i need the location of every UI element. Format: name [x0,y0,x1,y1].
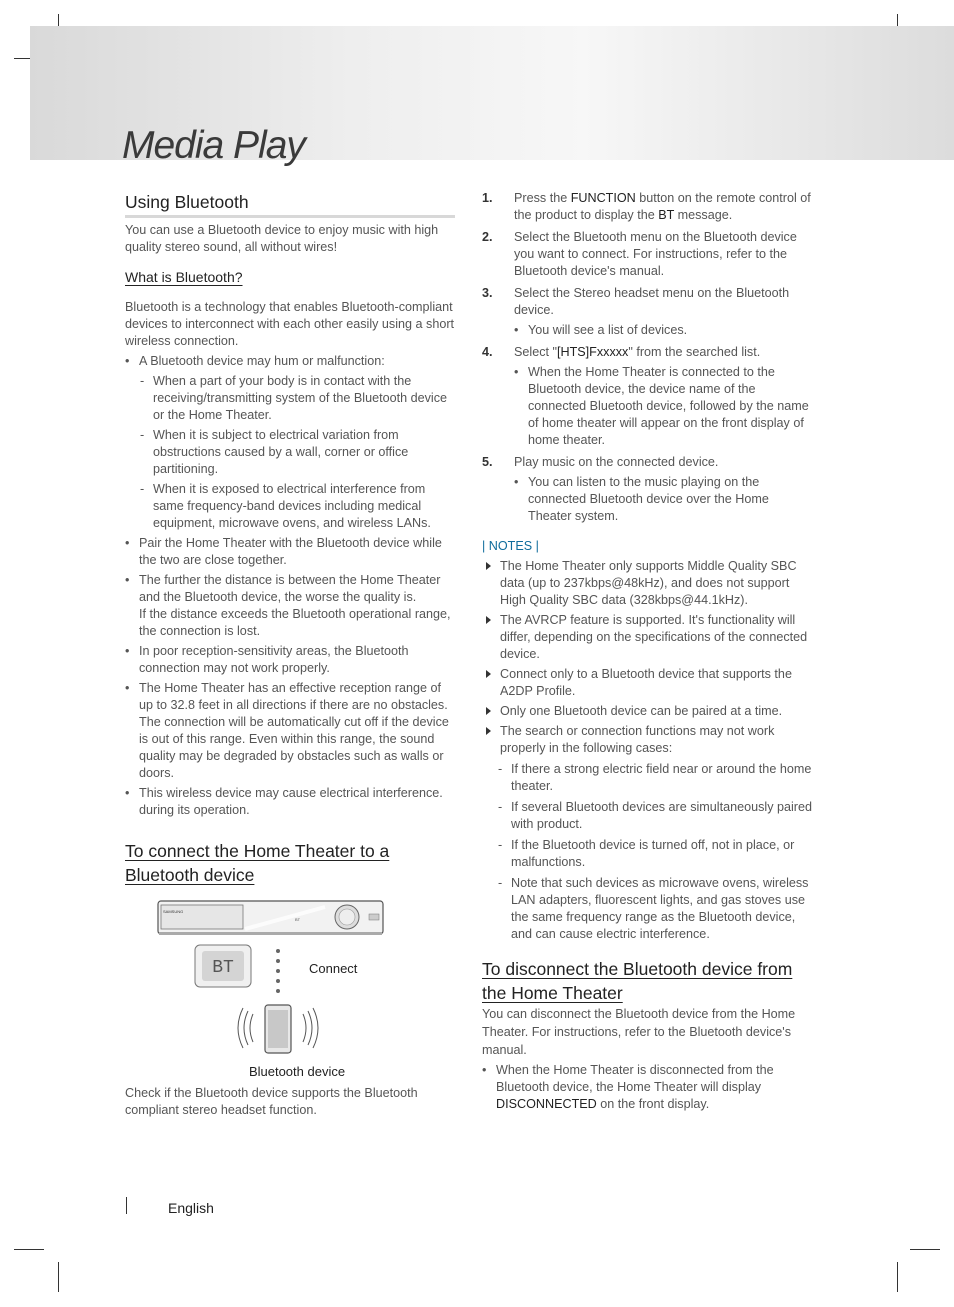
note-subitem: - If the Bluetooth device is turned off, not in place, or malfunctions. [482,837,814,871]
list-item: • This wireless device may cause electrical interference. during its operation. [125,785,455,819]
left-column [125,190,455,1119]
note-item: The search or connection functions may not work properly in the following cases: [482,723,814,757]
subheading-what-is-bluetooth: What is Bluetooth? [125,269,243,285]
step-item [482,190,814,224]
connection-illustration [125,899,455,1079]
step-text: " from the searched list. [628,345,761,359]
heading-line: Bluetooth device [125,865,255,885]
note-item: The AVRCP feature is supported. It's functionality will differ, depending on the specifications of the connected device. [482,612,814,663]
section-heading-disconnect [482,957,814,1005]
step-text: message. [674,208,733,222]
list-item: • In poor reception-sensitivity areas, the Bluetooth connection may not work properly. [125,643,455,677]
list-item-text: If the distance exceeds the Bluetooth operational range, the connection is lost. [139,607,451,638]
step-text: Select " [514,345,557,359]
brand-label: SAMSUNG [163,909,184,914]
bluetooth-phone-icon [238,1005,318,1053]
step-subitem: • When the Home Theater is connected to the Bluetooth device, the device name of the connected Bluetooth device, followed by the name of home theater will appear on the front display of home theater. [482,364,814,449]
crop-mark [910,1249,940,1250]
right-column [482,190,814,1113]
connection-dots-icon [276,949,280,993]
list-item: • The Home Theater has an effective reception range of up to 32.8 feet in all directions if there are no obstacles. The connection will be automatically cut off if the device is out of this range. Even within this range, the sound quality may be degraded by obstacles such as walls or doors. [125,680,455,782]
disconnect-text: You can disconnect the Bluetooth device from the Home Theater. For instructions, refer to the Bluetooth device's manual. [482,1007,796,1057]
step-number: 2. [482,230,493,244]
connection-figure [125,899,455,1079]
intro-text: You can use a Bluetooth device to enjoy music with high quality stereo sound, all without wires! [125,223,439,254]
note-item: The Home Theater only supports Middle Quality SBC data (up to 237kbps@48kHz), and does not support High Quality SBC data (328kbps@44.1kHz). [482,558,814,609]
home-theater-unit-icon [158,901,383,935]
step-subitem: • You can listen to the music playing on the connected Bluetooth device over the Home Theater system. [482,474,814,525]
list-item: - When a part of your body is in contact with the receiving/transmitting system of the Bluetooth device or the Home Theater. [125,373,455,424]
bt-display-icon [195,945,251,987]
connect-note-text: Check if the Bluetooth device supports the Bluetooth compliant stereo headset function. [125,1086,418,1117]
note-subitem: - If several Bluetooth devices are simultaneously paired with product. [482,799,814,833]
step-key-device-name: [HTS]Fxxxxx [556,345,629,359]
notes-label: | NOTES | [482,539,539,553]
step-number: 5. [482,455,493,469]
note-subitem: - If there a strong electric field near or around the home theater. [482,761,814,795]
page-title: Media Play [122,124,305,167]
step-text: button on the remote control of the product to display the [514,191,811,222]
connect-steps-list [482,190,814,525]
note-subitem: - Note that such devices as microwave ovens, wireless LAN adapters, fluorescent lights, and gas stoves use the same frequency range as the Bluetooth device, and can cause electric interference. [482,875,814,943]
footer-language: English [168,1200,214,1216]
list-item-text: The further the distance is between the Home Theater and the Bluetooth device, the worse the quality is. [139,573,441,604]
footer-divider [126,1197,127,1214]
note-item: Only one Bluetooth device can be paired at a time. [482,703,814,720]
list-item: • Pair the Home Theater with the Bluetooth device while the two are close together. [125,535,455,569]
crop-mark [58,1262,59,1292]
heading-line: To disconnect the Bluetooth device from [482,959,793,979]
display-text: BT [212,958,234,978]
section-heading-connect [125,839,455,887]
step-item [482,229,814,280]
step-subitem: • You will see a list of devices. [482,322,814,339]
list-item: - When it is subject to electrical variation from obstructions caused by a wall, corner or office partitioning. [125,427,455,478]
list-item-text: on the front display. [596,1097,710,1111]
disconnect-list [482,1062,814,1113]
step-key-function: FUNCTION [570,191,636,205]
step-item [482,344,814,361]
step-text: Press the [514,191,571,205]
list-item: - When it is exposed to electrical interference from same frequency-band devices including medical equipment, microwave ovens, and wireless LANs. [125,481,455,532]
svg-text:BT: BT [295,917,301,922]
what-is-text: Bluetooth is a technology that enables Bluetooth-compliant devices to interconnect with each other easily using a short wireless connection. [125,300,455,348]
step-number: 3. [482,286,493,300]
note-item: Connect only to a Bluetooth device that supports the A2DP Profile. [482,666,814,700]
crop-mark [897,1262,898,1292]
list-item [482,1062,814,1113]
step-text: Select the Bluetooth menu on the Bluetooth device you want to connect. For instructions, refer to the Bluetooth device's manual. [514,230,797,278]
step-text: Play music on the connected device. [514,455,719,469]
step-number: 4. [482,345,493,359]
step-text: Select the Stereo headset menu on the Bluetooth device. [514,286,790,317]
step-item [482,454,814,471]
crop-mark [14,1249,44,1250]
connect-label: Connect [309,961,358,976]
bluetooth-device-label: Bluetooth device [248,1064,346,1079]
list-item: • A Bluetooth device may hum or malfunction: [125,353,455,370]
list-item-text: When the Home Theater is disconnected from the Bluetooth device, the Home Theater will display [496,1063,774,1094]
section-heading-using-bluetooth: Using Bluetooth [125,190,455,218]
list-item [125,572,455,640]
step-number: 1. [482,191,493,205]
heading-line: the Home Theater [482,983,623,1003]
notes-list [482,558,814,943]
disconnected-keyword: DISCONNECTED [496,1097,597,1111]
step-key-bt: BT [658,208,675,222]
heading-line: To connect the Home Theater to a [125,841,390,861]
bluetooth-notes-list [125,353,455,819]
step-item [482,285,814,319]
